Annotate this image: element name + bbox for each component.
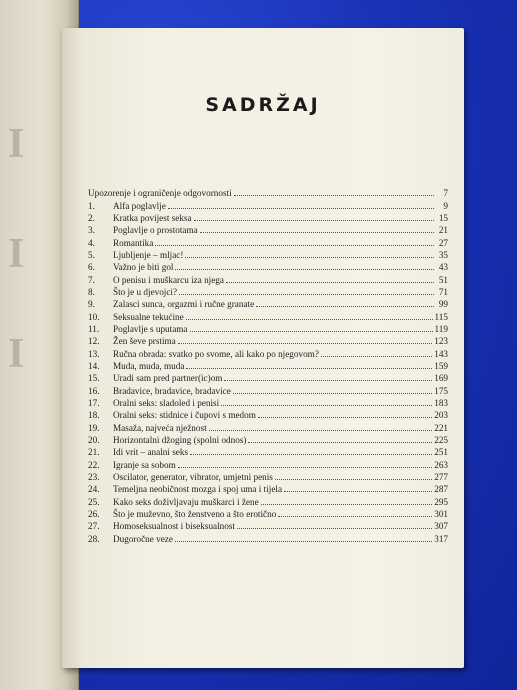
toc-leader-dots: [256, 305, 434, 307]
toc-entry-number: 11.: [88, 323, 100, 334]
toc-row: [88, 360, 448, 372]
toc-entry-label: Ljubljenje – mljac!: [113, 249, 184, 260]
toc-entry-page: 287: [434, 484, 448, 495]
toc-entry-page: 251: [434, 447, 448, 458]
toc-entry-page: 119: [434, 323, 448, 334]
contents-page: [62, 28, 464, 668]
toc-leader-dots: [178, 342, 432, 344]
toc-row: [88, 298, 448, 310]
toc-entry-number: 4.: [88, 237, 95, 248]
toc-entry-page: 35: [438, 249, 448, 260]
toc-entry-number: 19.: [88, 422, 100, 433]
toc-entry-label: Horizontalni džoging (spolni odnos): [113, 434, 247, 445]
toc-leader-dots: [278, 515, 432, 517]
toc-entry-page: 225: [434, 434, 448, 445]
toc-leader-dots: [237, 527, 432, 529]
toc-entry-number: 18.: [88, 410, 100, 421]
toc-entry-number: 12.: [88, 336, 100, 347]
toc-entry-number: 25.: [88, 496, 100, 507]
toc-row: [88, 471, 448, 483]
toc-entry-number: 23.: [88, 471, 100, 482]
toc-entry-label: Ručna obrada: svatko po svome, ali kako po njegovom?: [113, 348, 319, 359]
toc-row: [88, 508, 448, 520]
toc-row: [88, 236, 448, 248]
toc-entry-label: Igranje sa sobom: [113, 459, 176, 470]
toc-entry-number: 9.: [88, 299, 95, 310]
toc-entry-label: O penisu i muškarcu iza njega: [113, 274, 224, 285]
toc-entry-label: Što je muževno, što ženstveno a što erotično: [113, 508, 277, 519]
toc-row: [88, 421, 448, 433]
toc-row: [88, 310, 448, 322]
toc-entry-number: 22.: [88, 459, 100, 470]
toc-entry-number: 10.: [88, 311, 100, 322]
toc-entry-number: 26.: [88, 508, 100, 519]
toc-entry-number: 27.: [88, 521, 100, 532]
toc-leader-dots: [200, 231, 434, 233]
toc-row: [88, 434, 448, 446]
toc-leader-dots: [209, 429, 433, 431]
show-through-mark: I: [8, 121, 25, 167]
toc-entry-label: Važno je biti gol: [113, 262, 174, 273]
toc-entry-number: 6.: [88, 262, 95, 273]
toc-entry-page: 51: [438, 274, 448, 285]
toc-row: [88, 212, 448, 224]
toc-leader-dots: [234, 194, 434, 196]
toc-entry-label: Žen ševe prstima: [113, 336, 176, 347]
toc-entry-number: 24.: [88, 484, 100, 495]
toc-entry-page: 295: [434, 496, 448, 507]
toc-row: [88, 384, 448, 396]
toc-leader-dots: [178, 466, 432, 468]
toc-entry-number: 28.: [88, 533, 100, 544]
toc-entry-page: 317: [434, 533, 448, 544]
toc-entry-page: 221: [434, 422, 448, 433]
toc-leader-dots: [275, 478, 432, 480]
toc-row: [88, 532, 448, 544]
toc-row: [88, 335, 448, 347]
toc-leader-dots: [179, 293, 434, 295]
toc-row: [88, 483, 448, 495]
toc-entry-label: Dugoročne veze: [113, 533, 173, 544]
toc-entry-label: Alfa poglavlje: [113, 200, 166, 211]
toc-leader-dots: [186, 367, 432, 369]
toc-entry-label: Oralni seks: sladoled i penisi: [113, 397, 220, 408]
toc-entry-page: 71: [438, 286, 448, 297]
toc-row: [88, 446, 448, 458]
page-title: SADRŽAJ: [205, 94, 321, 116]
toc-entry-label: Oscilator, generator, vibrator, umjetni penis: [113, 471, 273, 482]
toc-entry-page: 263: [434, 459, 448, 470]
toc-entry-page: 9: [443, 200, 448, 211]
toc-entry-number: 20.: [88, 434, 100, 445]
toc-entry-number: 15.: [88, 373, 100, 384]
toc-entry-number: 21.: [88, 447, 100, 458]
toc-entry-page: 15: [438, 212, 448, 223]
toc-leader-dots: [233, 392, 432, 394]
toc-entry-number: 3.: [88, 225, 95, 236]
toc-entry-label: Bradavice, bradavice, bradavice: [113, 385, 231, 396]
toc-row: [88, 286, 448, 298]
toc-leader-dots: [261, 503, 433, 505]
toc-leader-dots: [194, 219, 434, 221]
toc-leader-dots: [190, 453, 432, 455]
toc-row: [88, 224, 448, 236]
toc-entry-number: 13.: [88, 348, 100, 359]
toc-entry-number: 17.: [88, 397, 100, 408]
toc-entry-page: 123: [434, 336, 448, 347]
toc-entry-page: 21: [438, 225, 448, 236]
toc-entry-label: Zalasci sunca, orgazmi i ručne granate: [113, 299, 255, 310]
show-through-mark: I: [8, 331, 25, 377]
toc-entry-number: 8.: [88, 286, 95, 297]
toc-entry-label: Što je u djevojci?: [113, 286, 178, 297]
toc-entry-label: Muda, muda, muda: [113, 360, 185, 371]
toc-row: [88, 273, 448, 285]
toc-entry-page: 175: [434, 385, 448, 396]
toc-entry-label: Poglavlje o prostotama: [113, 225, 198, 236]
toc-leader-dots: [175, 540, 432, 542]
toc-entry-label: Homoseksualnost i biseksualnost: [113, 521, 235, 532]
toc-entry-page: 301: [434, 508, 448, 519]
toc-entry-label: Poglavlje s uputama: [113, 323, 188, 334]
toc-leader-dots: [155, 244, 434, 246]
toc-entry-page: 159: [434, 360, 448, 371]
toc-entry-label: Idi vrit – analni seks: [113, 447, 189, 458]
toc-entry-label: Kako seks doživljavaju muškarci i žene: [113, 496, 259, 507]
toc-entry-page: 183: [434, 397, 448, 408]
toc-preface-row: [88, 187, 448, 199]
toc-leader-dots: [226, 281, 434, 283]
toc-leader-dots: [224, 379, 432, 381]
toc-row: [88, 261, 448, 273]
toc-entry-page: 27: [438, 237, 448, 248]
toc-leader-dots: [186, 318, 433, 320]
show-through-mark: I: [8, 231, 25, 277]
toc-entry-label: Temeljna neobičnost mozga i spoj uma i tijela: [113, 484, 283, 495]
toc-row: [88, 372, 448, 384]
toc-leader-dots: [185, 256, 434, 258]
toc-entry-number: 16.: [88, 385, 100, 396]
toc-leader-dots: [248, 441, 432, 443]
toc-leader-dots: [190, 330, 433, 332]
toc-row: [88, 397, 448, 409]
toc-entry-label: Kratka povijest seksa: [113, 212, 192, 223]
toc-entry-number: 7.: [88, 274, 95, 285]
toc-entry-page: 277: [434, 471, 448, 482]
toc-entry-page: 115: [434, 311, 448, 322]
toc-row: [88, 249, 448, 261]
toc-entry-label: Uradi sam pred partner(ic)om: [113, 373, 223, 384]
toc-entry-label: Seksualne tekućine: [113, 311, 184, 322]
toc-leader-dots: [321, 355, 432, 357]
toc-entry-number: 14.: [88, 360, 100, 371]
toc-entry-page: 307: [434, 521, 448, 532]
toc-entry-page: 99: [438, 299, 448, 310]
toc-entry-page: 169: [434, 373, 448, 384]
toc-entry-label: Upozorenje i ograničenje odgovornosti: [88, 188, 232, 199]
toc-row: [88, 520, 448, 532]
toc-entry-page: 43: [438, 262, 448, 273]
toc-row: [88, 495, 448, 507]
toc-entry-label: Masaža, najveća nježnost: [113, 422, 207, 433]
toc-leader-dots: [175, 268, 434, 270]
toc-entry-label: Romantika: [113, 237, 154, 248]
toc-entry-page: 143: [434, 348, 448, 359]
toc-row: [88, 199, 448, 211]
toc-row: [88, 323, 448, 335]
toc-entry-label: Oralni seks: stidnice i čupovi s medom: [113, 410, 256, 421]
toc-row: [88, 458, 448, 470]
toc-entry-page: 7: [443, 188, 448, 199]
toc-leader-dots: [258, 416, 432, 418]
toc-entry-number: 5.: [88, 249, 95, 260]
toc-entry-number: 2.: [88, 212, 95, 223]
table-of-contents: [88, 187, 448, 545]
toc-leader-dots: [221, 404, 432, 406]
toc-row: [88, 347, 448, 359]
toc-entry-page: 203: [434, 410, 448, 421]
toc-row: [88, 409, 448, 421]
toc-entry-number: 1.: [88, 200, 95, 211]
toc-leader-dots: [168, 207, 434, 209]
toc-leader-dots: [284, 490, 432, 492]
